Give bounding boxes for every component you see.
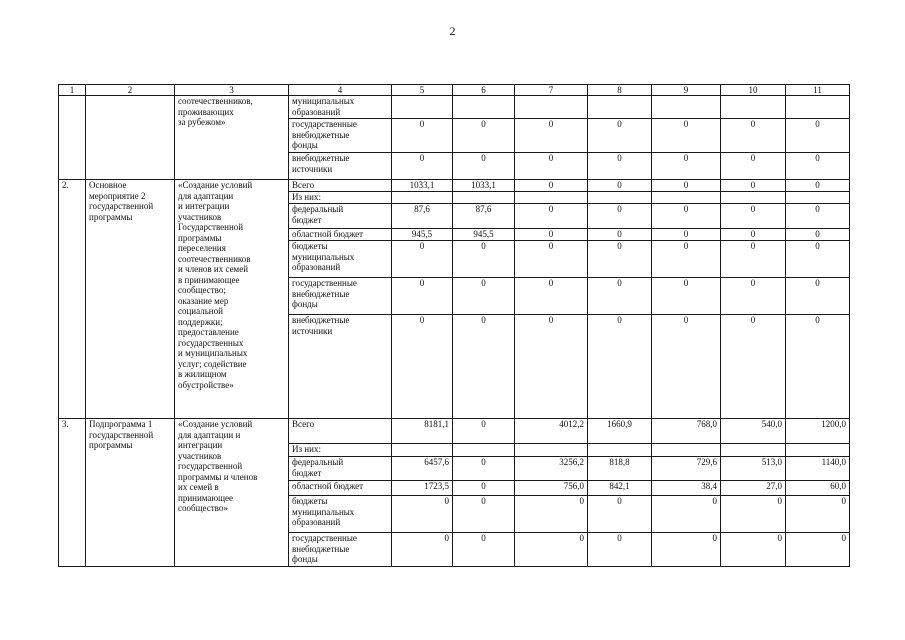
- amount-cell: [453, 444, 515, 457]
- amount-cell: 0: [652, 241, 721, 278]
- funding-source: федеральный бюджет: [289, 457, 392, 481]
- amount-cell: 0: [515, 533, 588, 567]
- amount-cell: 0: [786, 204, 850, 229]
- amount-cell: 0: [721, 153, 786, 180]
- column-header: 10: [721, 85, 786, 96]
- amount-cell: 0: [721, 180, 786, 192]
- funding-source: областной бюджет: [289, 229, 392, 241]
- amount-cell: 0: [588, 119, 652, 153]
- amount-cell: 0: [652, 533, 721, 567]
- amount-cell: 0: [588, 229, 652, 241]
- amount-cell: 0: [515, 119, 588, 153]
- amount-cell: [721, 192, 786, 204]
- amount-cell: 729,6: [652, 457, 721, 481]
- program-type: Подпрограмма 1 государственной программы: [86, 419, 175, 567]
- amount-cell: 0: [588, 180, 652, 192]
- amount-cell: 1140,0: [786, 457, 850, 481]
- amount-cell: 0: [588, 241, 652, 278]
- column-header: 1: [59, 85, 86, 96]
- table-body: [59, 85, 850, 567]
- amount-cell: 0: [515, 496, 588, 533]
- amount-cell: 0: [392, 241, 453, 278]
- funding-source: внебюджетные источники: [289, 153, 392, 180]
- column-header: 7: [515, 85, 588, 96]
- amount-cell: 0: [515, 153, 588, 180]
- column-header: 8: [588, 85, 652, 96]
- amount-cell: 0: [453, 496, 515, 533]
- amount-cell: 0: [786, 496, 850, 533]
- column-header: 5: [392, 85, 453, 96]
- amount-cell: [786, 192, 850, 204]
- amount-cell: 0: [515, 229, 588, 241]
- amount-cell: [392, 192, 453, 204]
- funding-source: бюджеты муниципальных образований: [289, 241, 392, 278]
- column-header: 9: [652, 85, 721, 96]
- column-header: 3: [175, 85, 289, 96]
- amount-cell: 0: [721, 204, 786, 229]
- amount-cell: [515, 444, 588, 457]
- funding-source: Всего: [289, 419, 392, 444]
- amount-cell: 0: [786, 241, 850, 278]
- amount-cell: 0: [392, 533, 453, 567]
- amount-cell: 818,8: [588, 457, 652, 481]
- amount-cell: 0: [721, 119, 786, 153]
- amount-cell: 0: [786, 153, 850, 180]
- program-name: «Создание условий для адаптации и интеграции участников государственной программы и членов их семей в принимающее сообщество»: [175, 419, 289, 567]
- amount-cell: 0: [652, 278, 721, 315]
- amount-cell: 0: [453, 457, 515, 481]
- amount-cell: 0: [652, 204, 721, 229]
- amount-cell: [453, 96, 515, 119]
- amount-cell: 0: [453, 119, 515, 153]
- amount-cell: 0: [652, 119, 721, 153]
- amount-cell: 1723,5: [392, 481, 453, 496]
- amount-cell: 0: [721, 533, 786, 567]
- amount-cell: 0: [392, 278, 453, 315]
- amount-cell: 0: [721, 315, 786, 419]
- amount-cell: 945,5: [453, 229, 515, 241]
- amount-cell: 38,4: [652, 481, 721, 496]
- funding-source: областной бюджет: [289, 481, 392, 496]
- amount-cell: 0: [652, 496, 721, 533]
- amount-cell: 0: [786, 315, 850, 419]
- amount-cell: 0: [453, 481, 515, 496]
- amount-cell: 0: [515, 180, 588, 192]
- amount-cell: 0: [515, 315, 588, 419]
- amount-cell: [721, 444, 786, 457]
- amount-cell: 0: [721, 229, 786, 241]
- row-number: 2.: [59, 180, 86, 419]
- row-number: [59, 96, 86, 180]
- funding-source: Из них:: [289, 192, 392, 204]
- amount-cell: 0: [392, 119, 453, 153]
- amount-cell: 0: [453, 419, 515, 444]
- amount-cell: 0: [786, 229, 850, 241]
- column-header: 6: [453, 85, 515, 96]
- amount-cell: 87,6: [392, 204, 453, 229]
- program-name: «Создание условий для адаптации и интеграции участников Государственной программы переселения соотечественников и членов их семей в принимающее сообщество; оказание мер социальной поддержки; предоставление государственных и муниципальных услуг; содействие в жилищном обустройстве»: [175, 180, 289, 419]
- amount-cell: 0: [588, 204, 652, 229]
- column-header: 4: [289, 85, 392, 96]
- amount-cell: 0: [588, 496, 652, 533]
- funding-source: государственные внебюджетные фонды: [289, 278, 392, 315]
- amount-cell: 0: [453, 315, 515, 419]
- amount-cell: [786, 444, 850, 457]
- amount-cell: 0: [652, 229, 721, 241]
- page-number: 2: [449, 24, 456, 38]
- amount-cell: 0: [721, 241, 786, 278]
- amount-cell: [786, 96, 850, 119]
- amount-cell: 0: [588, 153, 652, 180]
- amount-cell: [652, 192, 721, 204]
- amount-cell: 0: [453, 533, 515, 567]
- amount-cell: [588, 444, 652, 457]
- amount-cell: 4012,2: [515, 419, 588, 444]
- amount-cell: 0: [588, 533, 652, 567]
- amount-cell: [721, 96, 786, 119]
- amount-cell: 0: [588, 278, 652, 315]
- program-type: Основное мероприятие 2 государственной программы: [86, 180, 175, 419]
- table-row: [59, 180, 850, 192]
- funding-source: федеральный бюджет: [289, 204, 392, 229]
- amount-cell: 0: [515, 241, 588, 278]
- amount-cell: 87,6: [453, 204, 515, 229]
- amount-cell: 0: [786, 119, 850, 153]
- amount-cell: 0: [721, 496, 786, 533]
- amount-cell: 0: [453, 241, 515, 278]
- amount-cell: [453, 192, 515, 204]
- amount-cell: 3256,2: [515, 457, 588, 481]
- amount-cell: [392, 96, 453, 119]
- amount-cell: 513,0: [721, 457, 786, 481]
- funding-source: внебюджетные источники: [289, 315, 392, 419]
- amount-cell: 1033,1: [453, 180, 515, 192]
- amount-cell: 0: [515, 278, 588, 315]
- column-header: 2: [86, 85, 175, 96]
- amount-cell: 27,0: [721, 481, 786, 496]
- funding-source: бюджеты муниципальных образований: [289, 496, 392, 533]
- amount-cell: [652, 444, 721, 457]
- amount-cell: 0: [721, 278, 786, 315]
- amount-cell: 0: [392, 496, 453, 533]
- amount-cell: 842,1: [588, 481, 652, 496]
- amount-cell: [588, 96, 652, 119]
- amount-cell: 0: [652, 180, 721, 192]
- funding-source: муниципальных образований: [289, 96, 392, 119]
- amount-cell: [515, 96, 588, 119]
- amount-cell: 0: [515, 204, 588, 229]
- funding-source: Всего: [289, 180, 392, 192]
- funding-source: государственные внебюджетные фонды: [289, 533, 392, 567]
- column-header: 11: [786, 85, 850, 96]
- amount-cell: 1660,9: [588, 419, 652, 444]
- amount-cell: 0: [392, 153, 453, 180]
- amount-cell: 0: [652, 315, 721, 419]
- amount-cell: [392, 444, 453, 457]
- funding-source: государственные внебюджетные фонды: [289, 119, 392, 153]
- amount-cell: [588, 192, 652, 204]
- amount-cell: 0: [786, 278, 850, 315]
- amount-cell: 1033,1: [392, 180, 453, 192]
- amount-cell: 6457,6: [392, 457, 453, 481]
- table-row: [59, 96, 850, 119]
- funding-source: Из них:: [289, 444, 392, 457]
- table-row: [59, 419, 850, 444]
- program-type: [86, 96, 175, 180]
- amount-cell: 0: [786, 533, 850, 567]
- amount-cell: 0: [786, 180, 850, 192]
- header-row: [59, 85, 850, 96]
- amount-cell: 0: [392, 315, 453, 419]
- amount-cell: 8181,1: [392, 419, 453, 444]
- row-number: 3.: [59, 419, 86, 567]
- amount-cell: 756,0: [515, 481, 588, 496]
- amount-cell: 945,5: [392, 229, 453, 241]
- amount-cell: 60,0: [786, 481, 850, 496]
- amount-cell: 768,0: [652, 419, 721, 444]
- amount-cell: [515, 192, 588, 204]
- amount-cell: 0: [453, 278, 515, 315]
- amount-cell: [652, 96, 721, 119]
- amount-cell: 0: [588, 315, 652, 419]
- program-name: соотечественников, проживающих за рубежом»: [175, 96, 289, 180]
- amount-cell: 0: [652, 153, 721, 180]
- amount-cell: 540,0: [721, 419, 786, 444]
- amount-cell: 1200,0: [786, 419, 850, 444]
- amount-cell: 0: [453, 153, 515, 180]
- budget-table: [58, 84, 850, 567]
